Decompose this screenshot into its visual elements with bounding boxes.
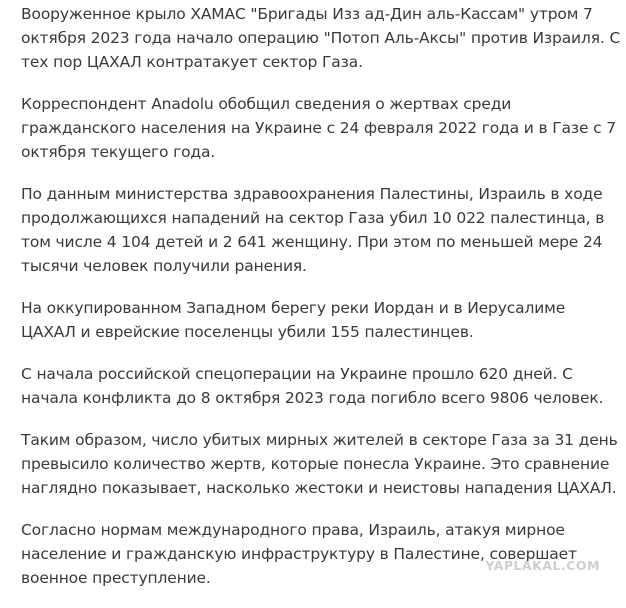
- article-body: [21, 2, 621, 608]
- paragraph-4: На оккупированном Западном берегу реки Иордан и в Иерусалиме ЦАХАЛ и еврейские поселенцы убили 155 палестинцев.: [21, 299, 566, 341]
- paragraph-7: Согласно нормам международного права, Израиль, атакуя мирное население и гражданскую инфраструктуру в Палестине, совершает военное преступление.: [21, 521, 577, 587]
- paragraph-6: Таким образом, число убитых мирных жителей в секторе Газа за 31 день превысило количество жертв, которые понесла Украине. Это сравнение наглядно показывает, насколько жестоки и неистовы нападения ЦАХАЛ.: [21, 431, 618, 497]
- paragraph-2: Корреспондент Anadolu обобщил сведения о жертвах среди гражданского населения на Украине с 24 февраля 2022 года и в Газе с 7 октября текущего года.: [21, 95, 617, 161]
- paragraph-3: По данным министерства здравоохранения Палестины, Израиль в ходе продолжающихся нападений на сектор Газа убил 10 022 палестинца, в том числе 4 104 детей и 2 641 женщину. При этом по меньшей мере 24 тысячи человек получили ранения.: [21, 185, 605, 275]
- site-watermark: YAPLAKAL.COM: [485, 558, 600, 573]
- paragraph-1: Вооруженное крыло ХАМАС "Бригады Изз ад-Дин аль-Кассам" утром 7 октября 2023 года начало операцию "Потоп Аль-Аксы" против Израиля. С тех пор ЦАХАЛ контратакует сектор Газа.: [21, 5, 621, 71]
- paragraph-5: С начала российской спецоперации на Украине прошло 620 дней. С начала конфликта до 8 октября 2023 года погибло всего 9806 человек.: [21, 365, 604, 407]
